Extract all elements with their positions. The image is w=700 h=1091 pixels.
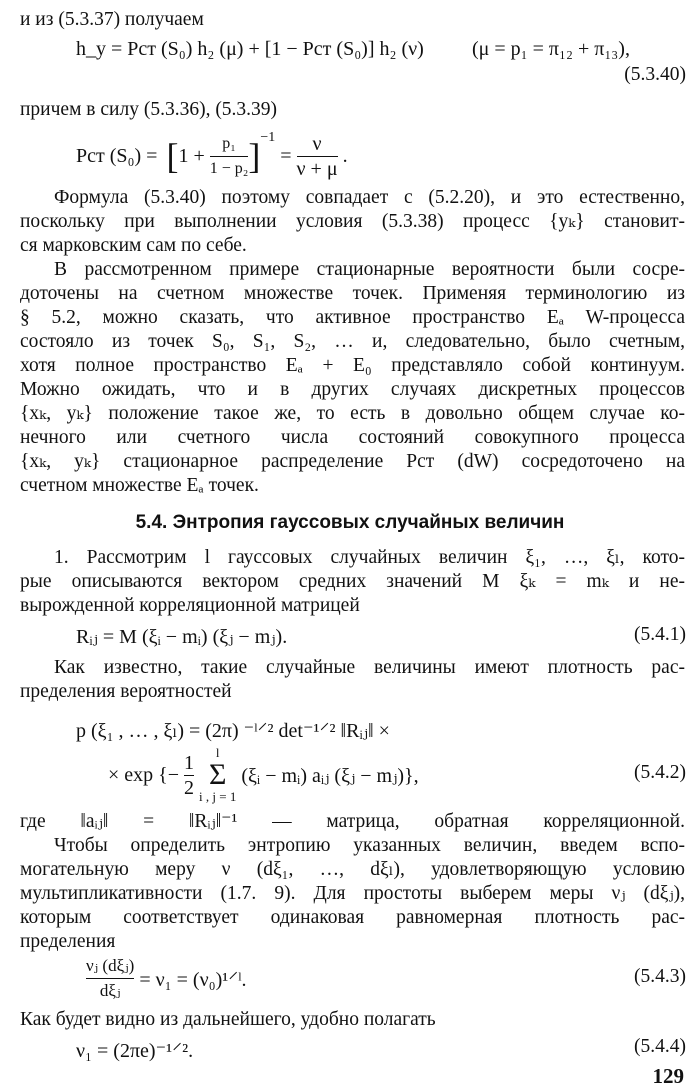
text-line: рые описываются вектором средних значений M ξₖ = mₖ и не- (20, 571, 685, 592)
right-bracket: ] (248, 136, 261, 176)
equation-5-4-3 (86, 952, 247, 1004)
equation-5-4-1: Rᵢⱼ = M (ξᵢ − mᵢ) (ξⱼ − mⱼ). (76, 626, 288, 648)
frac-num: 1 (184, 751, 195, 774)
text-line: Как будет видно из дальнейшего, удобно полагать (20, 1009, 436, 1030)
text-line: поскольку при выполнении условия (5.3.38) процесс {yₖ} становит- (20, 211, 685, 232)
one-plus: 1 + (178, 144, 205, 167)
equation-5-4-4: ν₁ = (2πe)⁻¹⸍². (76, 1040, 194, 1062)
sum-sign: Σ (208, 758, 227, 791)
sum-upper: l (215, 745, 220, 760)
text-line: нечного или счетного числа состояний совокупного процесса (20, 427, 685, 448)
text-line: В рассмотренном примере стационарные вероятности были сосре- (54, 259, 685, 280)
exp-prefix: × exp {− (108, 763, 180, 786)
left-bracket: [ (157, 136, 179, 176)
equation-number: (5.3.40) (624, 64, 686, 85)
text-line: состояло из точек S₀, S₁, S₂, … и, следовательно, было счетным, (20, 331, 685, 352)
text-line: могательную меру ν (dξ₁, …, dξₗ), удовлетворяющую условию (20, 859, 685, 880)
text-line: Как известно, такие случайные величины имеют плотность рас- (54, 657, 685, 678)
equation-condition: (μ = p₁ = π₁₂ + π₁₃), (472, 38, 630, 60)
text-line: {xₖ, yₖ} стационарное распределение Pст (dW) сосредоточено на (20, 451, 685, 472)
fraction-half (184, 751, 194, 800)
text-line: § 5.2, можно сказать, что активное пространство Eₐ W-процесса (20, 307, 685, 328)
frac-num: ν (312, 132, 322, 155)
frac-den: 1 − p₂ (210, 156, 249, 181)
text-line: причем в силу (5.3.36), (5.3.39) (20, 99, 278, 120)
equation-number: (5.4.1) (634, 624, 686, 645)
equation-rest: = ν₁ = (ν₀)¹⸍ˡ. (139, 968, 247, 991)
text-line: которым соответствует одинаковая равномерная плотность рас- (20, 907, 685, 928)
period: . (337, 144, 348, 167)
frac-den: dξⱼ (86, 978, 134, 1003)
text-line: пределения вероятностей (20, 681, 232, 702)
fraction-p1 (210, 132, 249, 181)
frac-num: νⱼ (dξⱼ) (86, 955, 135, 975)
equation-number: (5.4.4) (634, 1036, 686, 1057)
text-line: Чтобы определить энтропию указанных величин, введем вспо- (54, 835, 685, 856)
text-line: {xₖ, yₖ} положение такое же, то есть в довольно общем случае ко- (20, 403, 685, 424)
fraction-nu (297, 132, 338, 181)
frac-den: ν + μ (296, 157, 338, 180)
text-line: счетном множестве Eₐ точек. (20, 475, 259, 496)
equation-5-4-2-line2 (108, 746, 419, 804)
equation-pst (76, 130, 348, 182)
text-line: мультипликативности (1.7. 9). Для простоты выберем меры νⱼ (dξⱼ), (20, 883, 685, 904)
equation-number: (5.4.2) (634, 762, 686, 783)
equation-number: (5.4.3) (634, 966, 686, 987)
section-heading: 5.4. Энтропия гауссовых случайных величин (135, 512, 565, 533)
frac-den: 2 (184, 776, 195, 799)
equation-5-3-40: h_y = Pст (S₀) h₂ (μ) + [1 − Pст (S₀)] h₂ (ν) (76, 38, 424, 60)
text-line: вырожденной корреляционной матрицей (20, 595, 360, 616)
text-line: пределения (20, 931, 116, 952)
text-line: Формула (5.3.40) поэтому совпадает с (5.2.20), и это естественно, (54, 187, 685, 208)
equals: = (280, 144, 292, 167)
summation (199, 746, 236, 804)
power: −1 (260, 130, 276, 145)
fraction-nu-j (86, 954, 134, 1003)
page-number: 129 (652, 1064, 684, 1088)
text-line: доточены на счетном множестве точек. Применяя терминологию из (20, 283, 685, 304)
text-line: ся марковским сам по себе. (20, 235, 247, 256)
text-line: и из (5.3.37) получаем (20, 9, 204, 30)
text-line: хотя полное пространство Eₐ + E₀ представляло собой континуум. (20, 355, 685, 376)
equation-5-4-2-line1: p (ξ₁ , … , ξₗ) = (2π) ⁻ˡ⸍² det⁻¹⸍² ‖Rᵢⱼ‖ × (76, 720, 390, 742)
text-line: Можно ожидать, что и в других случаях дискретных процессов (20, 379, 685, 400)
text-line: 1. Рассмотрим l гауссовых случайных величин ξ₁, …, ξₗ, кото- (54, 547, 685, 568)
sum-lower: i , j = 1 (199, 789, 237, 804)
text-line: где ‖aᵢⱼ‖ = ‖Rᵢⱼ‖⁻¹ — матрица, обратная корреляционной. (20, 811, 685, 832)
frac-num: p₁ (222, 134, 236, 152)
exp-body: (ξᵢ − mᵢ) aᵢⱼ (ξⱼ − mⱼ)}, (241, 764, 419, 787)
pst-lhs: Pст (S₀) = (76, 144, 158, 167)
